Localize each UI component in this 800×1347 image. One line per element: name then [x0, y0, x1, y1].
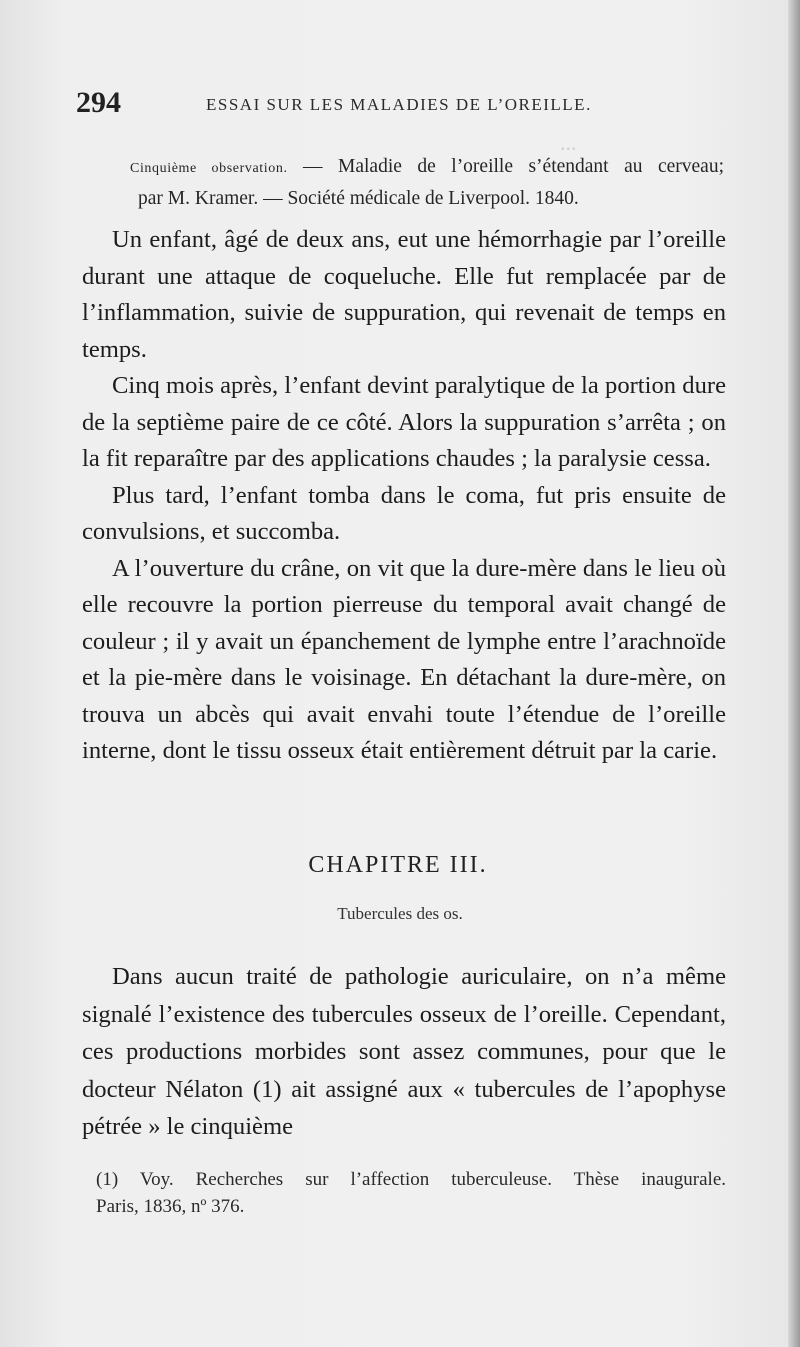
paragraph-4: A l’ouverture du crâne, on vit que la dure-mère dans le lieu où elle recouvre la portion pierreuse du temporal avait changé de couleur ; il y avait un épanchement de lymphe entre l’arachnoïde et la pie-mère dans le voisinage. En détachant la dure-mère, on trouva un abcès qui avait envahi toute l’étendue de l’oreille interne, dont le tissu osseux était entièrement détruit par la carie.: [82, 554, 726, 764]
observation-source: par M. Kramer. — Société médicale de Liverpool. 1840.: [138, 188, 579, 209]
observation-heading: [88, 152, 724, 214]
footnote-line-2: Paris, 1836, nº 376.: [96, 1196, 245, 1217]
paragraph-2: Cinq mois après, l’enfant devint paralytique de la portion dure de la septième paire de ce côté. Alors la suppuration s’arrêta ; on la fit reparaître par des applications chaudes ; la paralysie cessa.: [82, 372, 726, 472]
page-edge-shadow: [788, 0, 800, 1347]
show-through-text: ...: [560, 130, 577, 155]
footnote-line-1: (1) Voy. Recherches sur l’affection tuberculeuse. Thèse inaugurale.: [96, 1169, 726, 1190]
chapter-title: CHAPITRE III.: [308, 852, 488, 878]
chapter-paragraph-1: Dans aucun traité de pathologie auriculaire, on n’a même signalé l’existence des tubercules osseux de l’oreille. Cependant, ces productions morbides sont assez communes, pour que le docteur Nélaton (1) ait assigné aux « tubercules de l’apophyse pétrée » le cinquième: [82, 963, 726, 1140]
paragraph-3: Plus tard, l’enfant tomba dans le coma, fut pris ensuite de convulsions, et succomba.: [82, 481, 726, 545]
observation-body: [82, 222, 726, 770]
chapter-body: [82, 958, 726, 1146]
running-head: ESSAI SUR LES MALADIES DE L’OREILLE.: [206, 95, 592, 114]
page-header: [76, 86, 726, 122]
page-number: 294: [76, 86, 121, 119]
observation-title: — Maladie de l’oreille s’étendant au cerveau;: [287, 156, 724, 177]
footnote: [96, 1166, 726, 1220]
chapter-subtitle: Tubercules des os.: [337, 904, 463, 923]
paragraph-1: Un enfant, âgé de deux ans, eut une hémorrhagie par l’oreille durant une attaque de coqueluche. Elle fut remplacée par de l’inflammation, suivie de suppuration, qui revenait de temps en temps.: [82, 226, 726, 363]
observation-label: Cinquième observation.: [130, 161, 288, 176]
